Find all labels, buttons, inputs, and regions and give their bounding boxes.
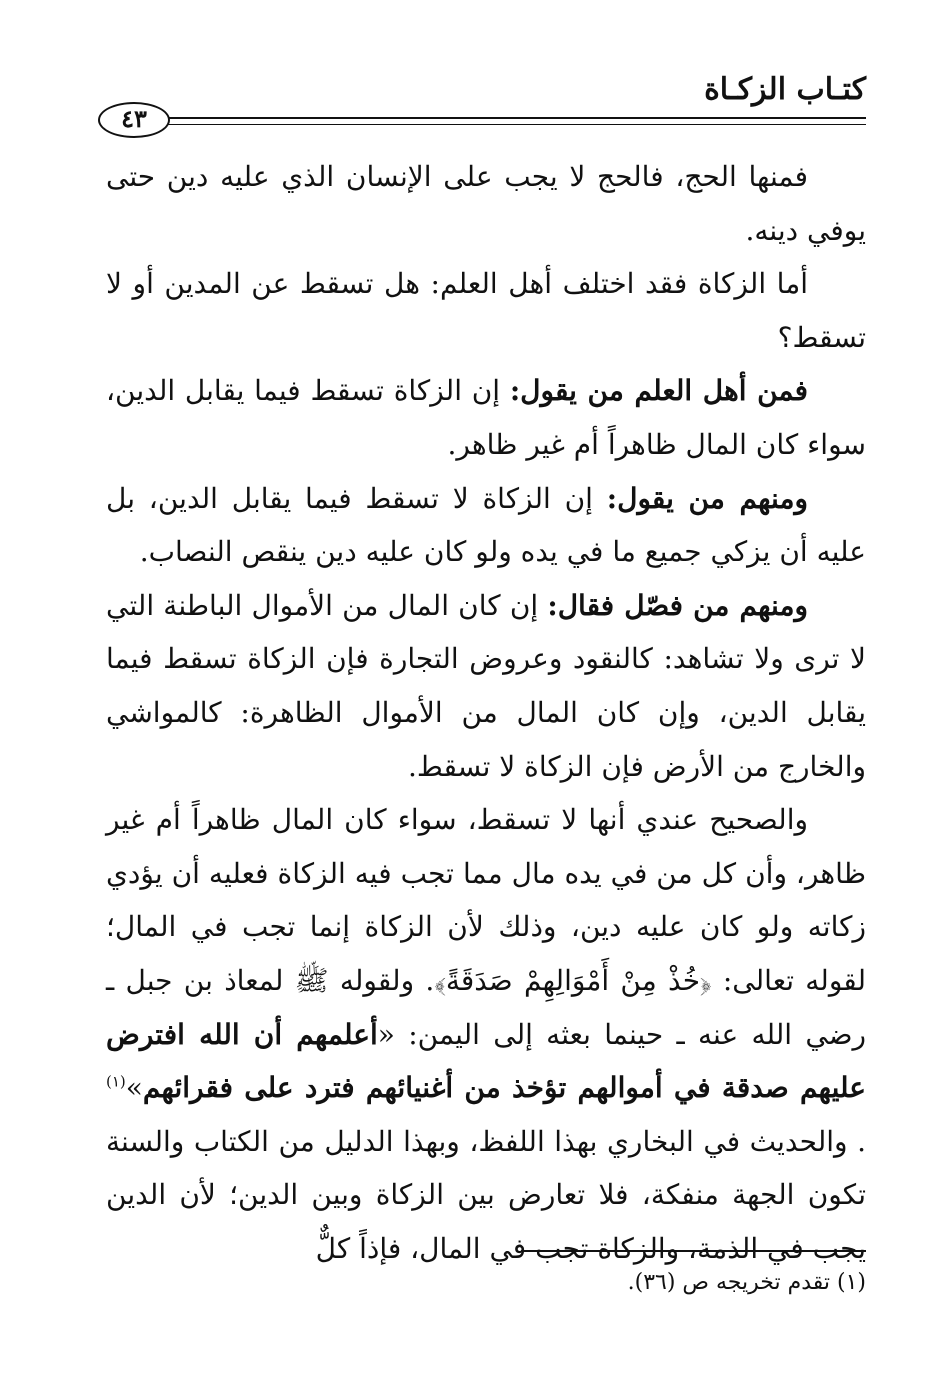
header-rule-thin — [165, 124, 866, 125]
footnote: (١) تقدم تخريجه ص (٣٦). — [627, 1270, 866, 1295]
paragraph-5 — [106, 579, 866, 793]
body-text — [106, 150, 866, 1275]
hadith-quote: أعلمهم أن الله افترض عليهم صدقة في أموالهم تؤخذ من أغنيائهم فترد على فقرائهم — [106, 1017, 866, 1105]
quran-verse: ﴿خُذْ مِنْ أَمْوَالِهِمْ صَدَقَةً﴾ — [434, 963, 712, 997]
paragraph-text: . ولقوله ﷺ لمعاذ بن جبل ـ رضي الله عنه ـ حينما بعثه إلى اليمن: « — [106, 963, 866, 1051]
paragraph-3 — [106, 364, 866, 471]
header-rule-thick — [165, 117, 866, 119]
paragraph-6 — [106, 793, 866, 1275]
paragraph-text: إن الزكاة تسقط فيما يقابل الدين، سواء كان المال ظاهراً أم غير ظاهر. — [106, 374, 866, 461]
footnote-rule — [521, 1250, 866, 1252]
paragraph-lead: ومنهم من يقول: — [606, 481, 808, 515]
paragraph-text: فمنها الحج، فالحج لا يجب على الإنسان الذي عليه دين حتى يوفي دينه. — [106, 160, 866, 247]
running-title: كتـاب الزكـاة — [704, 72, 866, 107]
page-number: ٤٣ — [98, 102, 170, 138]
paragraph-text: إن كان المال من الأموال الباطنة التي لا ترى ولا تشاهد: كالنقود وعروض التجارة فإن الزكاة تسقط فيما يقابل الدين، وإن كان المال من الأموال الظاهرة: كالمواشي والخارج من الأرض فإن الزكاة لا تسقط. — [106, 588, 866, 783]
paragraph-lead: ومنهم من فصّل فقال: — [547, 588, 808, 622]
paragraph-lead: فمن أهل العلم من يقول: — [509, 374, 809, 408]
paragraph-text: والصحيح عندي أنها لا تسقط، سواء كان المال ظاهراً أم غير ظاهر، وأن كل من في يده مال مما تجب فيه الزكاة فعليه أن يؤدي زكاته ولو كان عليه دين، وذلك لأن الزكاة إنما تجب في المال؛ لقوله تعالى: — [106, 803, 867, 997]
quote-close: » — [125, 1071, 143, 1105]
footnote-marker: (١) — [106, 1072, 126, 1091]
paragraph-text: . والحديث في البخاري بهذا اللفظ، وبهذا الدليل من الكتاب والسنة تكون الجهة منفكة، فلا تعارض بين الزكاة وبين الدين؛ لأن الدين يجب في الذمة، والزكاة تجب في المال، فإذاً كلٌّ — [106, 1124, 866, 1265]
paragraph-text: إن الزكاة لا تسقط فيما يقابل الدين، بل عليه أن يزكي جميع ما في يده ولو كان عليه دين ينقص النصاب. — [106, 481, 866, 569]
paragraph-text: أما الزكاة فقد اختلف أهل العلم: هل تسقط عن المدين أو لا تسقط؟ — [106, 267, 866, 354]
paragraph-2 — [106, 257, 866, 364]
paragraph-4 — [106, 472, 866, 579]
paragraph-1 — [106, 150, 866, 257]
